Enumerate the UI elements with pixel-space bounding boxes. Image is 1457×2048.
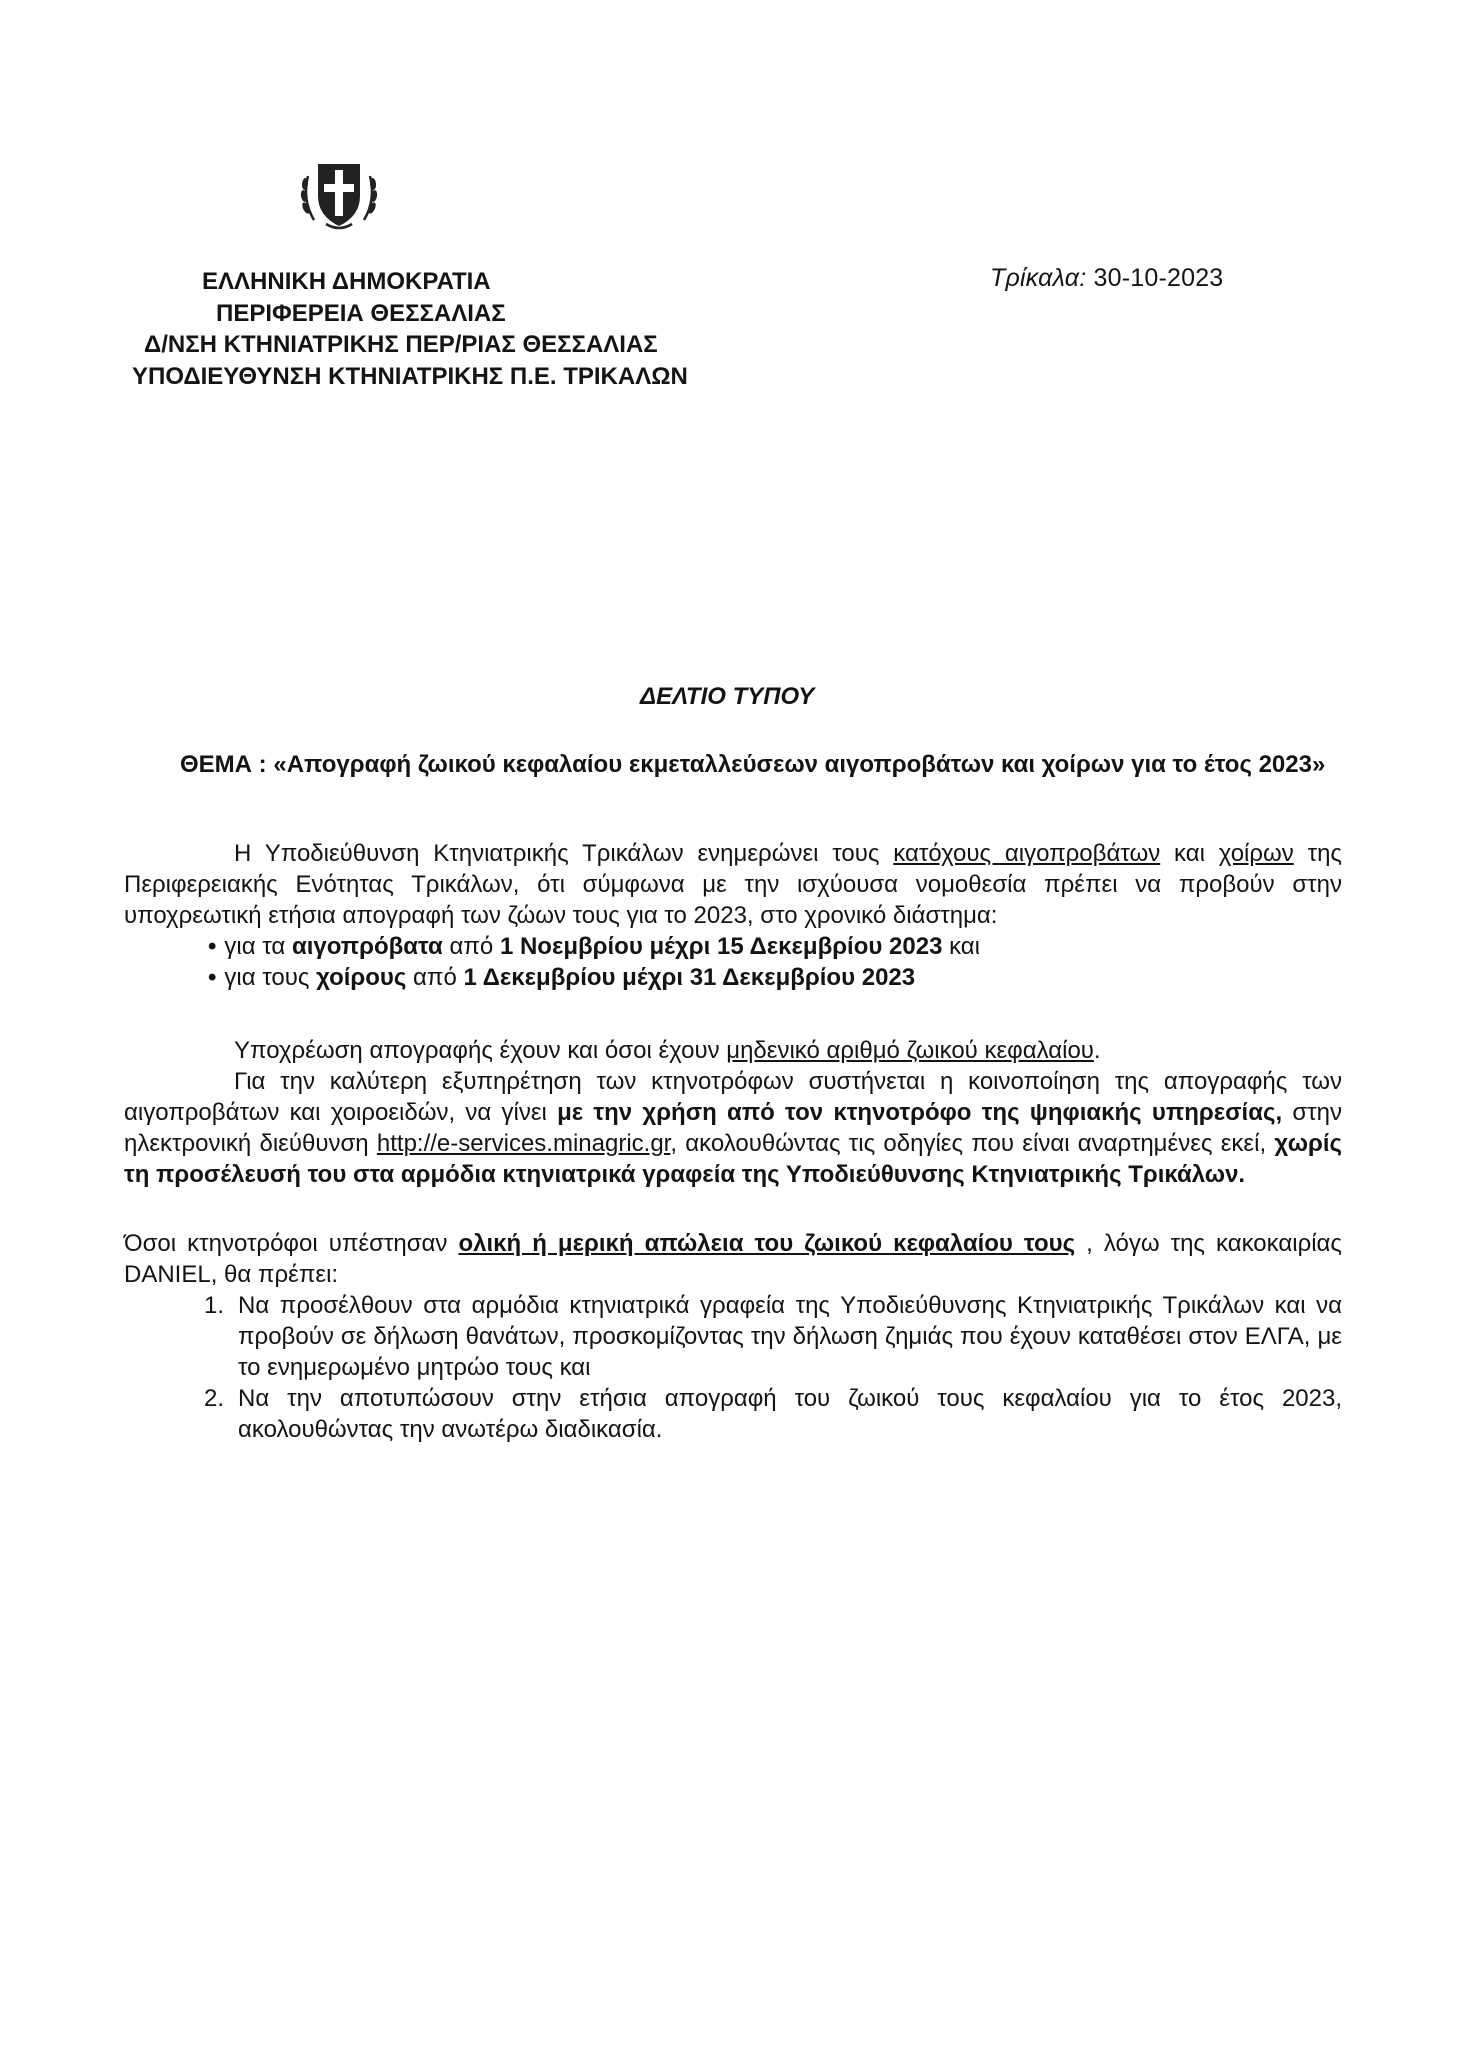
header-directorate: Δ/ΝΣΗ ΚΤΗΝΙΑΤΡΙΚΗΣ ΠΕΡ/ΡΙΑΣ ΘΕΣΣΑΛΙΑΣ	[144, 331, 658, 358]
step-number: 1.	[204, 1292, 225, 1319]
bold-underlined-text: ολική ή μερική απώλεια του ζωικού κεφαλαίου τους	[458, 1230, 1076, 1257]
text: από	[442, 933, 500, 960]
losses-paragraph	[124, 1228, 1342, 1290]
subject-label: ΘΕΜΑ :	[180, 751, 267, 778]
text: στην ηλεκτρονική διεύθυνση	[124, 1099, 1343, 1157]
bold-text: με την χρήση από τον κτηνοτρόφο της ψηφιακής υπηρεσίας,	[557, 1099, 1283, 1126]
header-region: ΠΕΡΙΦΕΡΕΙΑ ΘΕΣΣΑΛΙΑΣ	[216, 299, 506, 327]
intro-paragraph	[124, 838, 1342, 931]
header-country: ΕΛΛΗΝΙΚΗ ΔΗΜΟΚΡΑΤΙΑ	[202, 268, 491, 295]
text: και	[1160, 840, 1219, 867]
bullet-icon: •	[208, 933, 217, 960]
bold-text: 1 Νοεμβρίου μέχρι 15 Δεκεμβρίου 2023	[499, 933, 943, 960]
text: της Περιφερειακής Ενότητας Τρικάλων, ότι σύμφωνα με την ισχύουσα νομοθεσία πρέπει να προβούν στην υποχρεωτική ετήσια απογραφή των ζώων τους για το 2023, στο χρονικό διάστημα:	[124, 840, 1342, 929]
list-item	[208, 931, 1342, 962]
issuer-header	[132, 266, 812, 392]
bold-text: αιγοπρόβατα	[291, 933, 443, 960]
text: για τους	[224, 964, 317, 991]
text: Η Υποδιεύθυνση Κτηνιατρικής Τρικάλων ενημερώνει τους	[234, 840, 894, 867]
date-label: Τρίκαλα:	[990, 264, 1087, 292]
bold-text: χοίρους	[316, 964, 407, 991]
step-text: Να προσέλθουν στα αρμόδια κτηνιατρικά γραφεία της Υποδιεύθυνσης Κτηνιατρικής Τρικάλων και να προβούν σε δήλωση θανάτων, προσκομίζοντας την δήλωση ζημιάς που έχουν καταθέσει στον ΕΛΓΑ, με το ενημερωμένο μητρώο τους και	[238, 1292, 1342, 1381]
underlined-text: μηδενικό αριθμό ζωικού κεφαλαίου	[726, 1037, 1094, 1064]
underlined-text: χοίρων	[1218, 840, 1294, 867]
list-item	[208, 962, 1342, 993]
text: Υποχρέωση απογραφής έχουν και όσοι έχουν	[234, 1037, 727, 1064]
document-title: ΔΕΛΤΙΟ ΤΥΠΟΥ	[640, 683, 815, 710]
text: , λόγω της κακοκαιρίας DANIEL, θα πρέπει:	[124, 1230, 1342, 1288]
subject-line	[180, 749, 1360, 780]
text: .	[1093, 1037, 1101, 1064]
text: για τα	[224, 933, 292, 960]
bold-text: 1 Δεκεμβρίου μέχρι 31 Δεκεμβρίου 2023	[463, 964, 916, 991]
date-value: 30-10-2023	[1093, 264, 1224, 292]
list-item	[194, 1383, 1342, 1445]
text: , ακολουθώντας τις οδηγίες που είναι αναρτημένες εκεί,	[670, 1130, 1275, 1157]
text: και	[942, 933, 981, 960]
underlined-text: κατόχους αιγοπροβάτων	[893, 840, 1161, 867]
header-subdirectorate: ΥΠΟΔΙΕΥΘΥΝΣΗ ΚΤΗΝΙΑΤΡΙΚΗΣ Π.Ε. ΤΡΙΚΑΛΩΝ	[132, 362, 688, 390]
bullet-icon: •	[208, 964, 217, 991]
zero-stock-paragraph	[124, 1035, 1342, 1066]
coat-of-arms-icon	[296, 150, 382, 236]
step-text: Να την αποτυπώσουν στην ετήσια απογραφή του ζωικού τους κεφαλαίου για το έτος 2023, ακολουθώντας την ανωτέρω διαδικασία.	[238, 1385, 1342, 1443]
text: από	[406, 964, 464, 991]
text: Όσοι κτηνοτρόφοι υπέστησαν	[124, 1230, 459, 1257]
schedule-list	[124, 931, 1342, 993]
document-date	[990, 264, 1223, 293]
subject-text: «Απογραφή ζωικού κεφαλαίου εκμεταλλεύσεων αιγοπροβάτων και χοίρων για το έτος 2023»	[273, 751, 1326, 778]
e-services-link[interactable]: http://e-services.minagric.gr	[376, 1130, 671, 1157]
step-number: 2.	[204, 1385, 225, 1412]
steps-list	[124, 1290, 1342, 1445]
bold-text: χωρίς τη προσέλευσή του στα αρμόδια κτηνιατρικά γραφεία της Υποδιεύθυνσης Κτηνιατρικής Τρικάλων.	[124, 1130, 1342, 1188]
list-item	[194, 1290, 1342, 1383]
text: Για την καλύτερη εξυπηρέτηση των κτηνοτρόφων συστήνεται η κοινοποίηση της απογραφής των αιγοπροβάτων και χοιροειδών, να γίνει	[124, 1068, 1342, 1126]
document-body	[124, 838, 1342, 1445]
digital-service-paragraph	[124, 1066, 1342, 1190]
